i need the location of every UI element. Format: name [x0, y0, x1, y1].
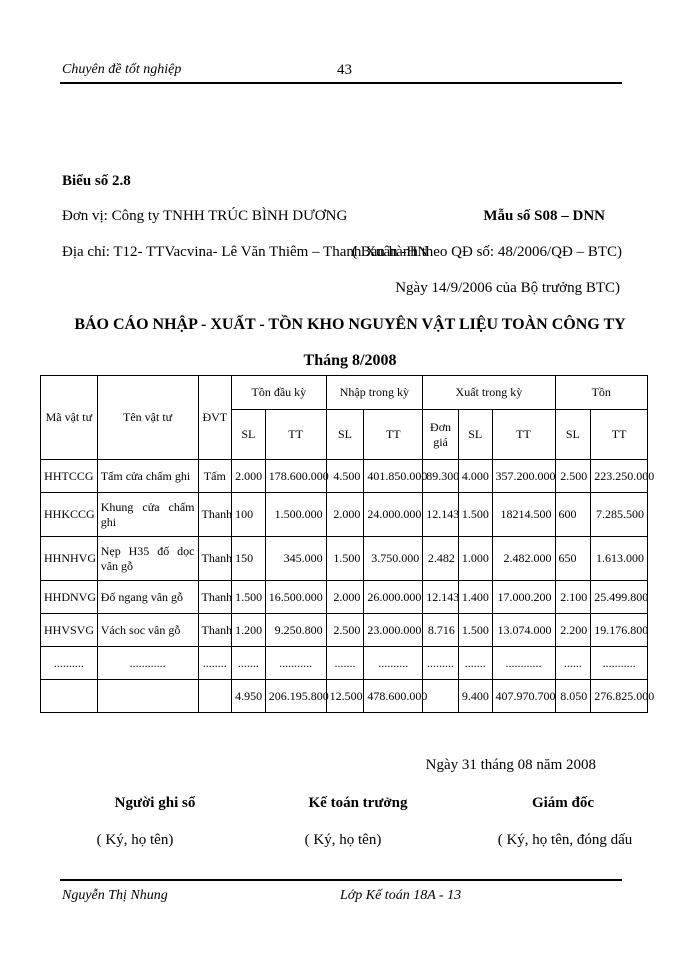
header-issue: Xuất trong kỳ — [423, 376, 555, 410]
footer-rule — [60, 879, 622, 881]
cell-receipt-qty: 2.000 — [326, 581, 364, 614]
cell-unit-price: 2.482 — [423, 537, 459, 581]
report-date: Ngày 31 tháng 08 năm 2008 — [425, 757, 596, 773]
cell-empty — [198, 680, 232, 713]
total-opening-amount: 206.195.800 — [265, 680, 326, 713]
cell-issue-qty: 1.400 — [458, 581, 492, 614]
company-unit: Đơn vị: Công ty TNHH TRÚC BÌNH DƯƠNG — [62, 208, 348, 224]
cell-ellipsis: ....... — [458, 647, 492, 680]
cell-empty — [41, 680, 98, 713]
signature-director-role: Giám đốc — [531, 795, 595, 811]
total-issue-amount: 407.970.700 — [492, 680, 555, 713]
cell-unit: Thanh — [198, 581, 232, 614]
cell-closing-amount: 19.176.800 — [591, 614, 648, 647]
cell-ellipsis: ......... — [423, 647, 459, 680]
cell-closing-qty: 2.200 — [555, 614, 591, 647]
header-closing: Tồn — [555, 376, 647, 410]
cell-name: Đố ngang vân gỗ — [97, 581, 198, 614]
cell-code: HHNHVG — [41, 537, 98, 581]
header-unit-price: Đơn giá — [423, 410, 459, 460]
cell-opening-amount: 345.000 — [265, 537, 326, 581]
cell-opening-qty: 1.200 — [232, 614, 266, 647]
form-issued: ( Ban hành theo QĐ số: 48/2006/QĐ – BTC) — [352, 244, 622, 260]
cell-code: HHKCCG — [41, 493, 98, 537]
header-qty: SL — [232, 410, 266, 460]
cell-unit: Thanh — [198, 614, 232, 647]
table-row-total — [41, 680, 648, 713]
cell-receipt-amount: 26.000.000 — [364, 581, 423, 614]
total-issue-qty: 9.400 — [458, 680, 492, 713]
cell-issue-amount: 357.200.000 — [492, 460, 555, 493]
table-row — [41, 537, 648, 581]
header-amount: TT — [591, 410, 648, 460]
table-row — [41, 614, 648, 647]
cell-issue-amount: 13.074.000 — [492, 614, 555, 647]
header-code: Mã vật tư — [41, 376, 98, 460]
cell-closing-amount: 25.499.800 — [591, 581, 648, 614]
cell-unit-price: 12.143 — [423, 581, 459, 614]
cell-receipt-amount: 401.850.000 — [364, 460, 423, 493]
report-title: BÁO CÁO NHẬP - XUẤT - TỒN KHO NGUYÊN VẬT LIỆU TOÀN CÔNG TY — [74, 316, 626, 333]
cell-empty — [423, 680, 459, 713]
cell-ellipsis: ....... — [232, 647, 266, 680]
cell-unit: Thanh — [198, 493, 232, 537]
cell-receipt-qty: 1.500 — [326, 537, 364, 581]
cell-unit: Tấm — [198, 460, 232, 493]
cell-ellipsis: ........... — [591, 647, 648, 680]
cell-code: HHTCCG — [41, 460, 98, 493]
cell-opening-amount: 16.500.000 — [265, 581, 326, 614]
page-number: 43 — [337, 62, 352, 78]
cell-ellipsis: ....... — [326, 647, 364, 680]
table-row-ellipsis — [41, 647, 648, 680]
report-period: Tháng 8/2008 — [303, 352, 397, 369]
cell-receipt-amount: 24.000.000 — [364, 493, 423, 537]
cell-opening-amount: 1.500.000 — [265, 493, 326, 537]
cell-closing-amount: 7.285.500 — [591, 493, 648, 537]
signature-chief-accountant-role: Kế toán trưởng — [308, 795, 408, 811]
header-qty: SL — [555, 410, 591, 460]
signature-recorder-note: ( Ký, họ tên) — [96, 832, 174, 848]
table-row — [41, 460, 648, 493]
cell-name: Khung cửa chấm ghi — [97, 493, 198, 537]
cell-code: HHDNVG — [41, 581, 98, 614]
cell-ellipsis: ............ — [492, 647, 555, 680]
cell-ellipsis: ...... — [555, 647, 591, 680]
header-qty: SL — [458, 410, 492, 460]
header-amount: TT — [265, 410, 326, 460]
table-row — [41, 493, 648, 537]
cell-ellipsis: .......... — [41, 647, 98, 680]
cell-issue-qty: 1.000 — [458, 537, 492, 581]
table-row — [41, 581, 648, 614]
cell-opening-amount: 9.250.800 — [265, 614, 326, 647]
total-closing-amount: 276.825.000 — [591, 680, 648, 713]
header-subject: Chuyên đề tốt nghiệp — [62, 62, 182, 77]
cell-name: Tấm cửa chấm ghi — [97, 460, 198, 493]
cell-closing-amount: 1.613.000 — [591, 537, 648, 581]
header-qty: SL — [326, 410, 364, 460]
cell-ellipsis: ............ — [97, 647, 198, 680]
cell-ellipsis: ........ — [198, 647, 232, 680]
cell-unit-price: 89.300 — [423, 460, 459, 493]
total-closing-qty: 8.050 — [555, 680, 591, 713]
cell-name: Vách soc vân gỗ — [97, 614, 198, 647]
signature-chief-accountant-note: ( Ký, họ tên) — [304, 832, 382, 848]
cell-issue-amount: 18214.500 — [492, 493, 555, 537]
total-receipt-qty: 12.500 — [326, 680, 364, 713]
header-unit: ĐVT — [198, 376, 232, 460]
header-amount: TT — [492, 410, 555, 460]
total-receipt-amount: 478.600.000 — [364, 680, 423, 713]
cell-ellipsis: .......... — [364, 647, 423, 680]
header-amount: TT — [364, 410, 423, 460]
signature-director-note: ( Ký, họ tên, đóng dấu — [497, 832, 633, 848]
cell-receipt-qty: 2.500 — [326, 614, 364, 647]
cell-opening-qty: 150 — [232, 537, 266, 581]
cell-closing-qty: 600 — [555, 493, 591, 537]
footer-author: Nguyễn Thị Nhung — [62, 888, 168, 903]
cell-ellipsis: ........... — [265, 647, 326, 680]
cell-closing-qty: 2.100 — [555, 581, 591, 614]
cell-issue-qty: 1.500 — [458, 493, 492, 537]
signature-recorder-role: Người ghi sổ — [114, 795, 196, 811]
header-opening: Tồn đầu kỳ — [232, 376, 327, 410]
cell-code: HHVSVG — [41, 614, 98, 647]
cell-opening-amount: 178.600.000 — [265, 460, 326, 493]
cell-opening-qty: 100 — [232, 493, 266, 537]
form-issued-date: Ngày 14/9/2006 của Bộ trưởng BTC) — [395, 280, 620, 296]
cell-opening-qty: 1.500 — [232, 581, 266, 614]
header-name: Tên vật tư — [97, 376, 198, 460]
company-address: Địa chỉ: T12- TTVacvina- Lê Văn Thiêm – Thanh Xuân -HN — [62, 244, 429, 260]
header-rule — [60, 82, 622, 84]
cell-unit-price: 12.143 — [423, 493, 459, 537]
cell-issue-qty: 4.000 — [458, 460, 492, 493]
footer-class: Lớp Kế toán 18A - 13 — [340, 888, 462, 903]
cell-name: Nẹp H35 đố dọc vân gỗ — [97, 537, 198, 581]
cell-receipt-qty: 4.500 — [326, 460, 364, 493]
cell-closing-qty: 650 — [555, 537, 591, 581]
cell-receipt-amount: 23.000.000 — [364, 614, 423, 647]
cell-unit-price: 8.716 — [423, 614, 459, 647]
form-label: Biểu số 2.8 — [62, 173, 131, 189]
cell-empty — [97, 680, 198, 713]
form-number: Mẫu số S08 – DNN — [483, 208, 605, 224]
cell-receipt-amount: 3.750.000 — [364, 537, 423, 581]
cell-unit: Thanh — [198, 537, 232, 581]
cell-issue-amount: 2.482.000 — [492, 537, 555, 581]
total-opening-qty: 4.950 — [232, 680, 266, 713]
inventory-table — [40, 375, 655, 713]
cell-closing-qty: 2.500 — [555, 460, 591, 493]
cell-opening-qty: 2.000 — [232, 460, 266, 493]
cell-issue-amount: 17.000.200 — [492, 581, 555, 614]
cell-receipt-qty: 2.000 — [326, 493, 364, 537]
header-receipt: Nhập trong kỳ — [326, 376, 423, 410]
cell-issue-qty: 1.500 — [458, 614, 492, 647]
cell-closing-amount: 223.250.000 — [591, 460, 648, 493]
